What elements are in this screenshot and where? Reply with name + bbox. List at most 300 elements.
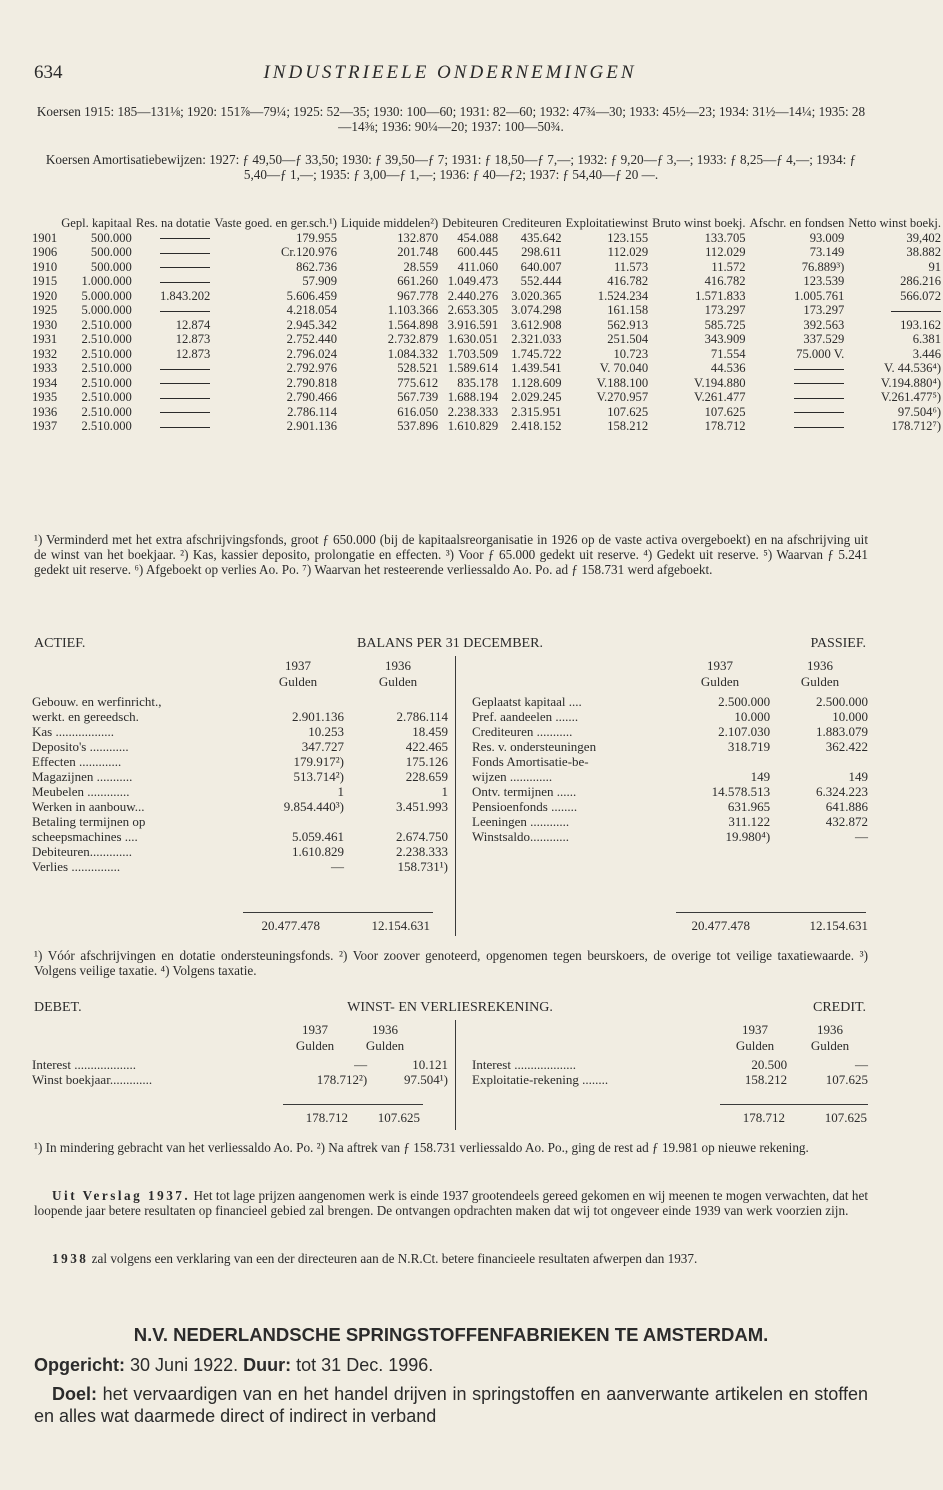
history-cell: 835.178 <box>457 375 499 390</box>
ledger-row <box>30 814 450 829</box>
history-cell: V. 70.040 <box>599 361 649 375</box>
history-cell: 5.606.459 <box>286 288 338 303</box>
empty-dash <box>794 369 844 370</box>
year-label: 1936 <box>807 658 833 673</box>
history-cell: 537.896 <box>397 419 439 433</box>
history-cell: 1.564.898 <box>387 317 439 332</box>
ledger-value: 10.253 <box>308 724 344 739</box>
empty-dash <box>160 383 210 384</box>
history-cell: 2.945.342 <box>286 317 338 332</box>
ledger-row <box>30 859 450 874</box>
history-cell: 862.736 <box>296 259 338 274</box>
doel-value: het vervaardigen van en het handel drijven in springstoffen en aanverwante artikelen en stoffen en alles wat daarmede direct of indirect in verband <box>34 1384 868 1426</box>
history-cell: 500.000 <box>90 245 132 259</box>
running-header <box>34 62 866 88</box>
history-header-cell: Res. na dotatie <box>135 216 211 230</box>
company-founded-line <box>34 1354 868 1376</box>
history-row <box>30 303 943 318</box>
ledger-value <box>772 754 870 769</box>
history-cell: V.194.880 <box>693 375 746 390</box>
history-cell: 161.158 <box>607 303 649 317</box>
history-cell: 616.050 <box>397 404 439 419</box>
history-cell: 132.870 <box>397 230 439 245</box>
history-cell <box>748 405 847 420</box>
history-cell: 2.510.000 <box>81 390 132 404</box>
history-cell: 600.445 <box>457 245 499 259</box>
total-value: 20.477.478 <box>691 918 750 933</box>
history-cell: 2.418.152 <box>511 419 562 433</box>
history-row <box>30 245 943 260</box>
history-cell: 2.321.033 <box>511 332 562 346</box>
history-header-cell: Gepl. kapitaal <box>61 216 132 230</box>
history-cell: 193.162 <box>900 317 942 332</box>
history-cell <box>748 361 847 376</box>
ledger-value: 2.674.750 <box>396 829 448 844</box>
total-rule <box>720 1104 868 1105</box>
ledger-row <box>470 694 870 709</box>
history-cell: 1906 <box>32 245 58 259</box>
ledger-value: 513.714²) <box>293 769 344 784</box>
history-cell <box>134 376 213 391</box>
ledger-label: Pref. aandeelen ....... <box>472 709 579 724</box>
empty-dash <box>160 369 210 370</box>
total-value: 178.712 <box>305 1110 348 1125</box>
total-rule <box>676 912 866 913</box>
history-cell: 1.439.541 <box>511 361 562 375</box>
history-header-cell: Bruto winst boekj. <box>652 216 746 230</box>
ledger-label: Gebouw. en werfinricht., <box>32 694 162 709</box>
history-cell: 1915 <box>32 274 58 288</box>
history-cell: 2.786.114 <box>287 404 338 419</box>
ledger-value: 2.500.000 <box>718 694 771 709</box>
history-cell: 1936 <box>32 404 58 419</box>
actief-label: ACTIEF. <box>34 636 86 651</box>
history-row <box>30 318 943 333</box>
year-label: 1936 <box>817 1022 843 1037</box>
ledger-value <box>346 814 450 829</box>
history-cell: 1920 <box>32 288 58 303</box>
koersen-text: Koersen 1915: 185—131⅛; 1920: 151⅞—79¼; 1925: 52—35; 1930: 100—60; 1931: 82—60; 1932: 47¾—30; 1933: 45½—23; 1934: 31½—14¼; 1935: 28—14⅜; 1936: 90¼—20; 1937: 100—50¾. <box>36 104 866 134</box>
empty-dash <box>160 282 210 283</box>
ledger-row <box>470 1072 870 1087</box>
ledger-row <box>30 799 450 814</box>
history-cell: 179.955 <box>296 230 338 245</box>
history-cell: 2.510.000 <box>81 332 132 346</box>
ledger-row <box>470 829 870 844</box>
ledger-label: Kas .................. <box>32 724 114 739</box>
ledger-value: 311.122 <box>728 814 771 829</box>
year-label: 1937 <box>707 658 733 673</box>
empty-dash <box>794 427 844 428</box>
history-cell: V.261.477 <box>693 390 746 404</box>
history-cell: 286.216 <box>900 274 942 288</box>
amortisatie-text: Koersen Amortisatiebewijzen: 1927: ƒ 49,50—ƒ 33,50; 1930: ƒ 39,50—ƒ 7; 1931: ƒ 18,50—ƒ 7,—; 1932: ƒ 9,20—ƒ 3,—; 1933: ƒ 8,25—ƒ 4,—; 1934: ƒ 5,40—ƒ 1,—; 1935: ƒ 3,00—ƒ 1,—; 1936: ƒ 40—ƒ2; 1937: ƒ 54,40—ƒ 20 —. <box>45 152 857 182</box>
history-header-cell <box>30 216 59 231</box>
verslag-lead: Uit Verslag 1937. <box>52 1188 191 1203</box>
history-cell: 1.843.202 <box>159 288 211 303</box>
history-cell: 1932 <box>32 346 58 361</box>
balance-footnotes: ¹) Vóór afschrijvingen en dotatie ondersteuningsfonds. ²) Voor zoover genoteerd, opgenomen tegen beurskoers, de overige tot veilige taxatiewaarde. ³) Volgens veilige taxatie. ⁴) Volgens taxatie. <box>34 948 868 978</box>
ledger-value: 641.886 <box>825 799 868 814</box>
history-cell: V.270.957 <box>596 390 649 404</box>
history-cell: 1.103.366 <box>387 303 439 317</box>
ledger-row <box>30 784 450 799</box>
history-cell: 1.084.332 <box>387 346 439 361</box>
ledger-value: 178.712²) <box>316 1072 368 1087</box>
ledger-value: 2.107.030 <box>718 724 771 739</box>
pnl-footnotes: ¹) In mindering gebracht van het verliessaldo Ao. Po. ²) Na aftrek van ƒ 158.731 verliessaldo Ao. Po., ging de rest ad ƒ 19.981 op nieuwe rekening. <box>34 1140 809 1155</box>
unit-label: Gulden <box>810 1038 850 1053</box>
history-row <box>30 289 943 304</box>
empty-dash <box>891 311 941 312</box>
ledger-row <box>470 724 870 739</box>
ledger-label: wijzen ............. <box>472 769 553 784</box>
debet-table <box>30 1057 450 1087</box>
ledger-label: Fonds Amortisatie-be- <box>472 754 589 769</box>
history-cell <box>134 274 213 289</box>
ledger-value: 6.324.223 <box>816 784 868 799</box>
history-row <box>30 361 943 376</box>
history-cell: 28.559 <box>403 259 439 274</box>
history-cell: 1.571.833 <box>695 288 746 303</box>
history-table-body <box>30 231 943 434</box>
ledger-label: Meubelen ............. <box>32 784 130 799</box>
verslag-paragraph <box>34 1188 868 1218</box>
doel-label: Doel: <box>52 1384 97 1404</box>
history-cell <box>748 390 847 405</box>
total-value: 20.477.478 <box>261 918 320 933</box>
ledger-value: 10.000 <box>832 709 868 724</box>
unit-label: Gulden <box>800 674 840 689</box>
unit-label: Gulden <box>278 674 318 689</box>
debet-table-body <box>30 1057 450 1087</box>
history-row <box>30 419 943 434</box>
history-cell: 93.009 <box>809 230 845 245</box>
history-cell: 11.573 <box>613 259 649 274</box>
ledger-value: 107.625 <box>825 1072 868 1087</box>
history-cell: 343.909 <box>704 332 746 346</box>
ledger-row <box>30 724 450 739</box>
history-cell <box>748 376 847 391</box>
history-table <box>30 216 943 434</box>
year-label: 1936 <box>385 658 411 673</box>
history-cell: 3.074.298 <box>511 303 562 317</box>
history-cell: 158.212 <box>607 419 649 433</box>
verslag-1938-paragraph <box>34 1251 868 1266</box>
ledger-value <box>661 754 772 769</box>
history-cell: 3.916.591 <box>447 317 499 332</box>
empty-dash <box>160 398 210 399</box>
history-row <box>30 260 943 275</box>
ledger-row <box>30 1072 450 1087</box>
ledger-row <box>470 799 870 814</box>
total-value: 12.154.631 <box>809 918 868 933</box>
ledger-value: — <box>354 1057 368 1072</box>
history-cell: 2.238.333 <box>447 404 499 419</box>
verslag-text: Het tot lage prijzen aangenomen werk is einde 1937 grootendeels gereed gekomen en wij meenen te mogen verwachten, dat het loopende jaar betere resultaten op financieel gebied zal brengen. De ontvangen opdrachten maken dat wij tot ongeveer einde 1939 van werk voorzien zijn. <box>34 1188 869 1218</box>
history-cell: 1931 <box>32 332 58 346</box>
history-row <box>30 376 943 391</box>
ledger-value <box>244 694 346 709</box>
history-cell: 1910 <box>32 259 58 274</box>
total-value: 178.712 <box>742 1110 785 1125</box>
history-cell: 1937 <box>32 419 58 433</box>
unit-label: Gulden <box>365 1038 405 1053</box>
history-cell: 416.782 <box>607 274 649 288</box>
history-header-cell: Vaste goed. en ger.sch.¹) <box>214 216 338 230</box>
ledger-value: — <box>331 859 344 874</box>
history-cell <box>134 405 213 420</box>
ledger-row <box>470 769 870 784</box>
total-rule <box>283 1104 423 1105</box>
history-cell: 107.625 <box>607 404 649 419</box>
opgericht-value: 30 Juni 1922. <box>130 1355 239 1375</box>
ledger-value: 3.451.993 <box>396 799 448 814</box>
history-cell: 6.381 <box>912 332 942 346</box>
year-label: 1937 <box>302 1022 328 1037</box>
ledger-row <box>30 1057 450 1072</box>
ledger-row <box>30 694 450 709</box>
empty-dash <box>794 412 844 413</box>
ledger-label: Winst boekjaar............. <box>32 1072 153 1087</box>
history-cell: 640.007 <box>520 259 562 274</box>
history-cell: 1.128.609 <box>511 375 562 390</box>
history-cell: 12.873 <box>175 332 211 346</box>
pnl-title: WINST- EN VERLIESREKENING. <box>347 1000 553 1015</box>
ledger-label: Exploitatie-rekening ........ <box>472 1072 609 1087</box>
pnl-left-years <box>280 1022 430 1054</box>
history-cell: 1933 <box>32 361 58 375</box>
history-cell: 1.610.829 <box>447 419 499 433</box>
history-cell <box>134 361 213 376</box>
ledger-value: 2.786.114 <box>396 709 448 724</box>
history-cell <box>134 260 213 275</box>
history-header-cell: Crediteuren <box>502 216 562 230</box>
ledger-label: Verlies ............... <box>32 859 121 874</box>
ledger-value: 1.610.829 <box>292 844 344 859</box>
ledger-value: 158.212 <box>744 1072 788 1087</box>
history-cell: 1.745.722 <box>511 346 562 361</box>
history-cell: 3.020.365 <box>511 288 562 303</box>
history-cell: 2.510.000 <box>81 419 132 433</box>
liabilities-table <box>470 694 870 844</box>
history-cell: 2.440.276 <box>447 288 499 303</box>
ledger-value: 19.980⁴) <box>725 829 771 844</box>
ledger-label: Geplaatst kapitaal .... <box>472 694 582 709</box>
history-row <box>30 231 943 246</box>
ledger-row <box>30 709 450 724</box>
ledger-value: 179.917²) <box>293 754 344 769</box>
history-cell: 44.536 <box>710 361 746 375</box>
history-cell: 38.882 <box>906 245 942 259</box>
duur-value: tot 31 Dec. 1996. <box>296 1355 434 1375</box>
history-cell: 1.589.614 <box>447 361 499 375</box>
history-row <box>30 347 943 362</box>
history-cell: 435.642 <box>520 230 562 245</box>
history-cell: 133.705 <box>704 230 746 245</box>
history-cell: 775.612 <box>397 375 439 390</box>
history-cell: 416.782 <box>704 274 746 288</box>
history-cell: 1935 <box>32 390 58 404</box>
history-cell: 337.529 <box>803 332 845 346</box>
credit-table <box>470 1057 870 1087</box>
ledger-value: 1.883.079 <box>816 724 868 739</box>
ledger-value: — <box>855 829 868 844</box>
history-row <box>30 332 943 347</box>
history-cell: 123.155 <box>607 230 649 245</box>
ledger-value: 422.465 <box>405 739 448 754</box>
history-cell: V.194.880⁴) <box>880 375 942 390</box>
ledger-value: 158.731¹) <box>397 859 448 874</box>
history-cell: 91 <box>928 259 942 274</box>
ledger-value: 9.854.440³) <box>283 799 344 814</box>
verslag-year: 1938 <box>52 1251 89 1266</box>
history-cell: 173.297 <box>704 303 746 317</box>
history-cell: Cr.120.976 <box>281 245 338 259</box>
history-cell: 75.000 V. <box>796 346 845 361</box>
history-header-cell: Afschr. en fondsen <box>749 216 845 230</box>
history-cell <box>134 419 213 434</box>
ledger-value: 2.901.136 <box>292 709 344 724</box>
ledger-value: — <box>855 1057 868 1072</box>
history-cell: 392.563 <box>803 317 845 332</box>
running-title: INDUSTRIEELE ONDERNEMINGEN <box>263 62 637 83</box>
history-cell: 10.723 <box>613 346 649 361</box>
ledger-label: Leeningen ............ <box>472 814 570 829</box>
history-cell: 2.796.024 <box>286 346 338 361</box>
history-cell: 967.778 <box>397 288 439 303</box>
empty-dash <box>160 412 210 413</box>
history-cell: 39,402 <box>906 230 942 245</box>
debet-totals <box>280 1110 430 1126</box>
ledger-label: Ontv. termijnen ...... <box>472 784 577 799</box>
history-cell: 2.510.000 <box>81 317 132 332</box>
history-header-row <box>30 216 943 231</box>
assets-totals <box>240 918 440 934</box>
history-cell: 1.703.509 <box>447 346 499 361</box>
history-cell: 2.790.466 <box>286 390 338 404</box>
ledger-row <box>30 829 450 844</box>
history-cell: 2.901.136 <box>286 419 338 433</box>
year-label: 1937 <box>285 658 311 673</box>
year-label: 1937 <box>742 1022 768 1037</box>
history-cell: 5.000.000 <box>81 303 132 317</box>
ledger-row <box>30 844 450 859</box>
history-cell: 1925 <box>32 303 58 317</box>
unit-label: Gulden <box>735 1038 775 1053</box>
ledger-row <box>470 784 870 799</box>
year-label: 1936 <box>372 1022 398 1037</box>
history-cell: 12.874 <box>175 317 211 332</box>
history-cell: 178.712 <box>704 419 746 433</box>
history-cell: 2.792.976 <box>286 361 338 375</box>
history-cell: 173.297 <box>803 303 845 317</box>
duur-label: Duur: <box>243 1355 292 1375</box>
ledger-label: Effecten ............. <box>32 754 122 769</box>
ledger-value: 97.504¹) <box>404 1072 448 1087</box>
history-row <box>30 274 943 289</box>
ledger-label: Interest ................... <box>472 1057 576 1072</box>
ledger-row <box>470 1057 870 1072</box>
history-cell <box>846 303 943 318</box>
ledger-row <box>470 814 870 829</box>
empty-dash <box>160 311 210 312</box>
ledger-row <box>470 754 870 769</box>
ledger-label: Pensioenfonds ........ <box>472 799 578 814</box>
history-cell: 2.029.245 <box>511 390 562 404</box>
history-cell: 1.688.194 <box>447 390 499 404</box>
ledger-value: 2.500.000 <box>816 694 868 709</box>
ledger-label: Werken in aanbouw... <box>32 799 145 814</box>
ledger-label: Debiteuren............. <box>32 844 133 859</box>
history-cell: 112.029 <box>705 245 746 259</box>
history-header-cell: Debiteuren <box>442 216 499 230</box>
ledger-label: Res. v. ondersteuningen <box>472 739 597 754</box>
ledger-value: 228.659 <box>405 769 448 784</box>
ledger-value: 432.872 <box>825 814 868 829</box>
history-cell: 12.873 <box>175 346 211 361</box>
history-cell: 2.732.879 <box>387 332 439 346</box>
ledger-label: werkt. en gereedsch. <box>32 709 139 724</box>
unit-label: Gulden <box>378 674 418 689</box>
ledger-value: 318.719 <box>727 739 771 754</box>
history-cell: 11.572 <box>711 259 746 274</box>
history-cell: 3.446 <box>912 346 942 361</box>
history-cell: 500.000 <box>90 259 132 274</box>
history-cell: 71.554 <box>710 346 746 361</box>
history-row <box>30 405 943 420</box>
ledger-value: 362.422 <box>825 739 868 754</box>
history-row <box>30 390 943 405</box>
page-number: 634 <box>34 62 63 83</box>
empty-dash <box>160 238 210 239</box>
history-cell: 2.653.305 <box>447 303 499 317</box>
total-rule <box>243 912 433 913</box>
history-cell: 4.218.054 <box>286 303 338 317</box>
ledger-value: 18.459 <box>412 724 448 739</box>
history-cell: 57.909 <box>302 274 338 288</box>
history-cell: 500.000 <box>90 230 132 245</box>
history-header-cell: Netto winst boekj. <box>848 216 942 230</box>
history-cell: 1.000.000 <box>81 274 132 288</box>
ledger-value: 631.965 <box>727 799 771 814</box>
history-cell: 2.510.000 <box>81 375 132 390</box>
ledger-label: Winstsaldo............ <box>472 829 569 844</box>
history-cell: 251.504 <box>607 332 649 346</box>
opgericht-label: Opgericht: <box>34 1355 126 1375</box>
history-cell: 76.889³) <box>801 259 845 274</box>
history-cell: 107.625 <box>704 404 746 419</box>
total-value: 107.625 <box>377 1110 420 1125</box>
total-value: 107.625 <box>824 1110 867 1125</box>
ledger-row <box>470 709 870 724</box>
ledger-value: 1 <box>441 784 448 799</box>
ledger-row <box>30 769 450 784</box>
history-cell <box>748 419 847 434</box>
history-footnotes: ¹) Verminderd met het extra afschrijvingsfonds, groot ƒ 650.000 (bij de kapitaalsreorganisatie in 1926 op de vaste activa overgeboekt) en na afschrijving uit de winst van het boekjaar. ²) Kas, kassier deposito, prolongatie en effecten. ³) Voor ƒ 65.000 gedekt uit reserve. ⁴) Gedekt uit reserve. ⁵) Waarvan ƒ 5.241 gedekt uit reserve. ⁶) Afgeboekt op verlies Ao. Po. ⁷) Waarvan het resteerende verliessaldo Ao. Po. ad ƒ 158.731 werd afgeboekt. <box>34 532 868 577</box>
history-cell: 1930 <box>32 317 58 332</box>
history-cell: 1.630.051 <box>447 332 499 346</box>
ledger-value: 2.238.333 <box>396 844 448 859</box>
history-cell: 585.725 <box>704 317 746 332</box>
passief-label: PASSIEF. <box>810 636 866 651</box>
history-cell <box>134 390 213 405</box>
ledger-value: 175.126 <box>405 754 448 769</box>
history-cell: 1.524.234 <box>597 288 649 303</box>
ledger-value: 14.578.513 <box>711 784 771 799</box>
ledger-value <box>244 814 346 829</box>
history-cell: 566.072 <box>900 288 942 303</box>
